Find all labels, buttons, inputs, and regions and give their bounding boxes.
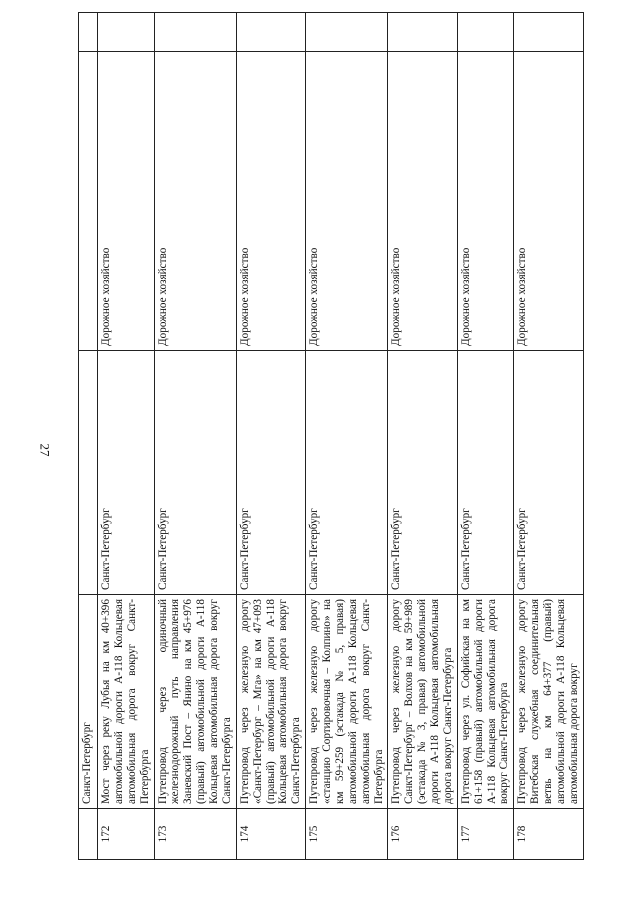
section-title: Санкт-Петербург	[79, 595, 98, 809]
row-number: 178	[514, 809, 583, 860]
section-num-cell	[79, 809, 98, 860]
row-category: Дорожное хозяйство	[388, 52, 457, 351]
row-extra	[236, 13, 305, 52]
table-row	[154, 13, 236, 860]
row-location: Санкт-Петербург	[457, 351, 514, 595]
row-number: 174	[236, 809, 305, 860]
table-row	[236, 13, 305, 860]
row-category: Дорожное хозяйство	[457, 52, 514, 351]
row-extra	[306, 13, 388, 52]
row-location: Санкт-Петербург	[154, 351, 236, 595]
row-object: Путепровод через железную дорогу «станцию Сортировочная – Колпино» на км 59+259 (эстакада № 5, правая) автомобильной дороги А-118 Кольцевая автомобильная дорога вокруг Санкт-Петербурга	[306, 595, 388, 809]
section-extra-cell	[79, 13, 98, 52]
row-object: Мост через реку Лубья на км 40+396 автомобильной дороги А-118 Кольцевая автомобильная дорога вокруг Санкт-Петербурга	[98, 595, 155, 809]
section-category-cell	[79, 52, 98, 351]
section-row	[79, 13, 98, 860]
row-object: Путепровод через ул. Софийская на км 61+158 (правый) автомобильной дороги А-118 Кольцевая автомобильная дорога вокруг Санкт-Петербурга	[457, 595, 514, 809]
row-category: Дорожное хозяйство	[306, 52, 388, 351]
row-number: 177	[457, 809, 514, 860]
row-extra	[388, 13, 457, 52]
row-location: Санкт-Петербург	[306, 351, 388, 595]
row-object: Путепровод через железную дорогу Санкт-Петербург – Волхов на км 59+989 (эстакада № 3, правая) автомобильной дороги А-118 Кольцевая автомобильная дорога вокруг Санкт-Петербурга	[388, 595, 457, 809]
row-extra	[457, 13, 514, 52]
page-number: 27	[37, 443, 53, 457]
row-category: Дорожное хозяйство	[236, 52, 305, 351]
row-number: 175	[306, 809, 388, 860]
row-location: Санкт-Петербург	[514, 351, 583, 595]
row-object: Путепровод через железную дорогу Витебская служебная соединительная ветвь на км 64+377 (правый) автомобильной дороги А-118 Кольцевая автомобильная дорога вокруг	[514, 595, 583, 809]
row-number: 176	[388, 809, 457, 860]
row-object: Путепровод через одиночный железнодорожный путь направления Заневский Пост – Янино на км 45+976 (правый) автомобильной дороги А-118 Кольцевая автомобильная дорога вокруг Санкт-Петербурга	[154, 595, 236, 809]
rotated-table-container	[78, 58, 580, 860]
row-number: 173	[154, 809, 236, 860]
row-location: Санкт-Петербург	[98, 351, 155, 595]
row-number: 172	[98, 809, 155, 860]
row-extra	[154, 13, 236, 52]
table-row	[457, 13, 514, 860]
table-row	[306, 13, 388, 860]
section-location-cell	[79, 351, 98, 595]
row-location: Санкт-Петербург	[236, 351, 305, 595]
table-row	[98, 13, 155, 860]
row-location: Санкт-Петербург	[388, 351, 457, 595]
document-table-area	[78, 58, 580, 860]
row-category: Дорожное хозяйство	[98, 52, 155, 351]
table-row	[514, 13, 583, 860]
row-extra	[98, 13, 155, 52]
table-row	[388, 13, 457, 860]
row-category: Дорожное хозяйство	[154, 52, 236, 351]
objects-table	[78, 12, 584, 860]
row-object: Путепровод через железную дорогу «Санкт-Петербург – Мга» на км 47+093 (правый) автомобильной дороги А-118 Кольцевая автомобильная дорога вокруг Санкт-Петербурга	[236, 595, 305, 809]
row-category: Дорожное хозяйство	[514, 52, 583, 351]
row-extra	[514, 13, 583, 52]
